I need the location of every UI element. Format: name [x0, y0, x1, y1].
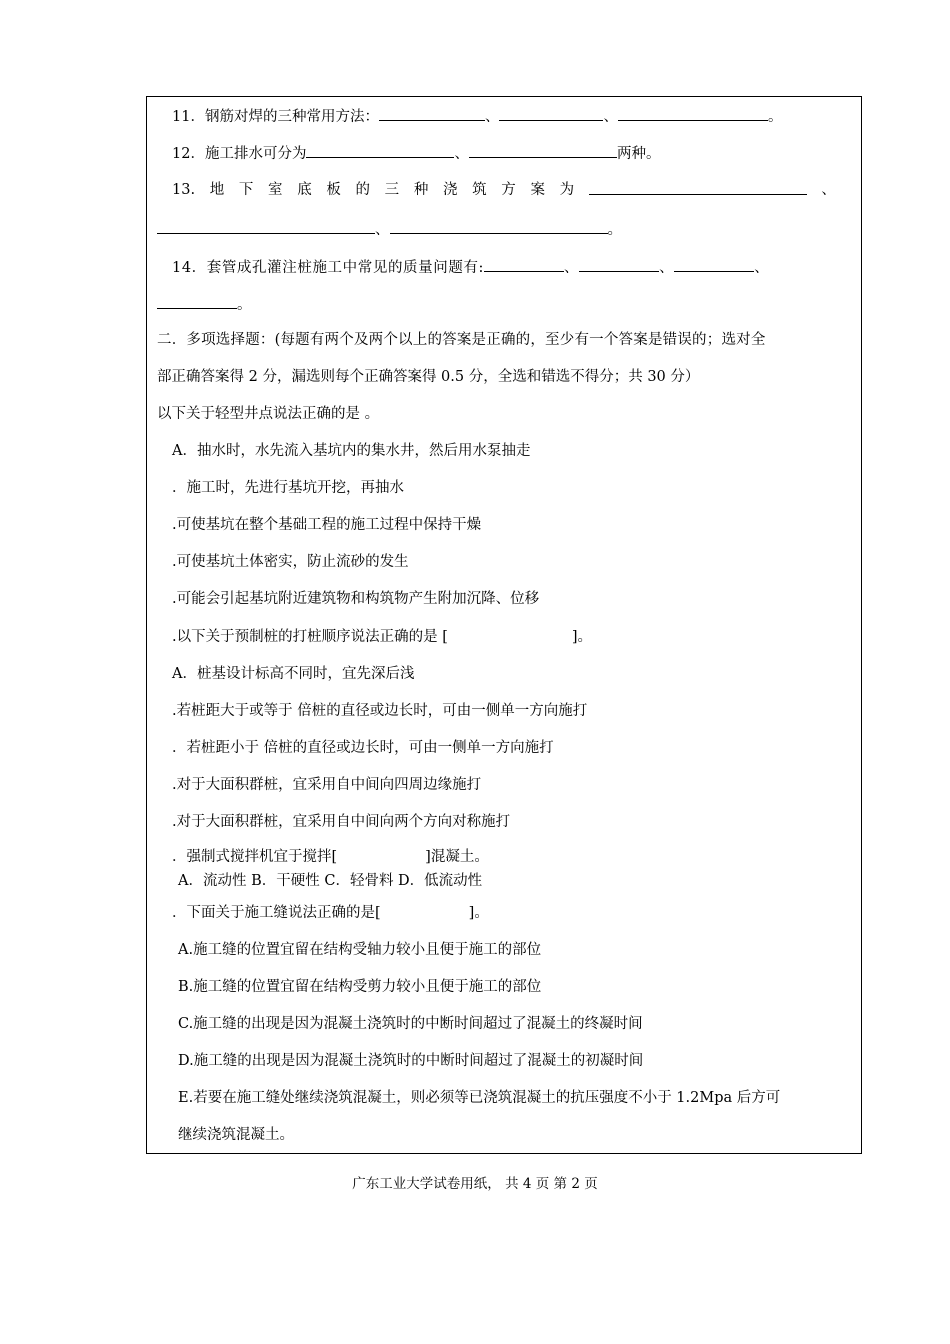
question-13: 13. 地 下 室 底 板 的 三 种 浇 筑 方 案 为 、: [172, 182, 836, 198]
mc-option[interactable]: ．若桩距小于 倍桩的直径或边长时，可由一侧单一方向施打: [172, 740, 554, 756]
answer-blank[interactable]: [674, 258, 754, 272]
answer-blank[interactable]: [618, 107, 768, 121]
answer-blank[interactable]: [379, 107, 485, 121]
mc-option[interactable]: A．桩基设计标高不同时，宜先深后浅: [172, 666, 415, 682]
mc-option-cont: 继续浇筑混凝土。: [178, 1127, 294, 1143]
mc-options-line[interactable]: A．流动性 B．干硬性 C．轻骨料 D．低流动性: [178, 873, 483, 889]
answer-blank[interactable]: [589, 181, 807, 195]
answer-blank[interactable]: [469, 144, 617, 158]
mc-option[interactable]: .可使基坑土体密实，防止流砂的发生: [172, 554, 409, 570]
mc-question-3: ．强制式搅拌机宜于搅拌[ ]混凝土。: [172, 849, 489, 865]
page-footer: 广东工业大学试卷用纸， 共 4 页 第 2 页: [352, 1176, 598, 1192]
question-14: 14．套管成孔灌注桩施工中常见的质量问题有: 、 、 、: [172, 260, 770, 276]
mc-option[interactable]: A．抽水时，水先流入基坑内的集水井，然后用水泵抽走: [172, 443, 531, 459]
answer-blank[interactable]: [157, 295, 237, 309]
mc-option[interactable]: ．施工时，先进行基坑开挖，再抽水: [172, 480, 404, 496]
mc-option[interactable]: .可使基坑在整个基础工程的施工过程中保持干燥: [172, 517, 482, 533]
question-13-cont: 、 。: [157, 220, 622, 239]
answer-blank[interactable]: [499, 107, 603, 121]
mc-option[interactable]: .对于大面积群桩，宜采用自中间向四周边缘施打: [172, 777, 482, 793]
mc-option[interactable]: .可能会引起基坑附近建筑物和构筑物产生附加沉降、位移: [172, 591, 540, 607]
mc-option[interactable]: D.施工缝的出现是因为混凝土浇筑时的中断时间超过了混凝土的初凝时间: [178, 1053, 644, 1069]
section-2-title: 二．多项选择题：(每题有两个及两个以上的答案是正确的，至少有一个答案是错误的；选对全: [157, 332, 766, 348]
mc-option[interactable]: .若桩距大于或等于 倍桩的直径或边长时，可由一侧单一方向施打: [172, 703, 588, 719]
mc-question-2: .以下关于预制桩的打桩顺序说法正确的是 [ ]。: [172, 629, 593, 645]
mc-option[interactable]: B.施工缝的位置宜留在结构受剪力较小且便于施工的部位: [178, 979, 542, 995]
question-12: 12．施工排水可分为 、 两种。: [172, 146, 661, 162]
mc-option[interactable]: E.若要在施工缝处继续浇筑混凝土，则必须等已浇筑混凝土的抗压强度不小于 1.2Mpa 后方可: [178, 1090, 781, 1106]
answer-blank[interactable]: [390, 220, 608, 234]
mc-option[interactable]: .对于大面积群桩，宜采用自中间向两个方向对称施打: [172, 814, 511, 830]
answer-blank[interactable]: [157, 220, 375, 234]
answer-blank[interactable]: [579, 258, 659, 272]
mc-option[interactable]: C.施工缝的出现是因为混凝土浇筑时的中断时间超过了混凝土的终凝时间: [178, 1016, 643, 1032]
question-14-cont: 。: [157, 295, 252, 314]
mc-question-4: ．下面关于施工缝说法正确的是[ ]。: [172, 905, 489, 921]
section-2-title-line2: 部正确答案得 2 分，漏选则每个正确答案得 0.5 分，全选和错选不得分；共 30 分）: [157, 369, 700, 385]
question-11: 11．钢筋对焊的三种常用方法： 、 、 。: [172, 109, 783, 125]
answer-blank[interactable]: [306, 144, 454, 158]
answer-blank[interactable]: [484, 258, 564, 272]
mc-question-1: 以下关于轻型井点说法正确的是 。: [157, 406, 380, 422]
mc-option[interactable]: A.施工缝的位置宜留在结构受轴力较小且便于施工的部位: [178, 942, 542, 958]
